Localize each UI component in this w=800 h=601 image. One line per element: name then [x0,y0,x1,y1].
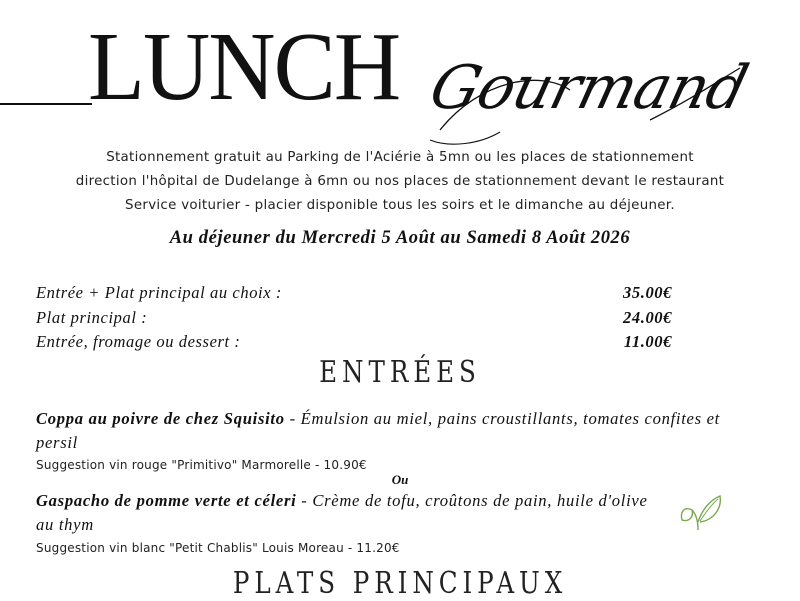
vegetarian-leaf-icon [676,492,724,532]
price-label: Plat principal : [36,308,148,327]
parking-info-line-2: direction l'hôpital de Dudelange à 6mn ou nos places de stationnement devant le restaurant [75,174,725,189]
menu-subtitle-script: Gourmand [423,53,754,123]
dish-item [36,489,656,537]
title-rule-line [0,103,92,105]
price-row [36,332,672,356]
parking-info-line-1: Stationnement gratuit au Parking de l'Aciérie à 5mn ou les places de stationnement [106,150,694,165]
dish-item [36,407,756,455]
price-value: 24.00€ [623,308,672,327]
section-heading-plats-principaux: PLATS PRINCIPAUX [232,566,568,601]
wine-suggestion: Suggestion vin blanc "Petit Chablis" Louis Moreau - 11.20€ [36,541,400,555]
dish-name: Gaspacho de pomme verte et céleri [36,491,297,510]
dish-separator: - [284,409,301,428]
price-label: Entrée + Plat principal au choix : [36,283,282,302]
price-value: 35.00€ [623,283,672,302]
dish-description: Crème de tofu, croûtons de pain, huile d'olive au thym [36,491,648,534]
price-row [36,283,672,307]
price-label: Entrée, fromage ou dessert : [36,332,241,351]
dish-name: Coppa au poivre de chez Squisito [36,409,285,428]
price-value: 11.00€ [623,332,672,351]
dish-separator: - [296,491,313,510]
wine-suggestion: Suggestion vin rouge "Primitivo" Marmorelle - 10.90€ [36,458,367,472]
or-separator: Ou [391,472,409,487]
section-heading-entrees: ENTRÉES [319,355,481,390]
valet-info-line: Service voiturier - placier disponible tous les soirs et le dimanche au déjeuner. [125,198,675,213]
price-row [36,308,672,332]
menu-date-range: Au déjeuner du Mercredi 5 Août au Samedi 8 Août 2026 [169,228,631,248]
menu-title: LUNCH [88,13,400,121]
dish-description: Émulsion au miel, pains croustillants, tomates confites et persil [36,409,720,452]
